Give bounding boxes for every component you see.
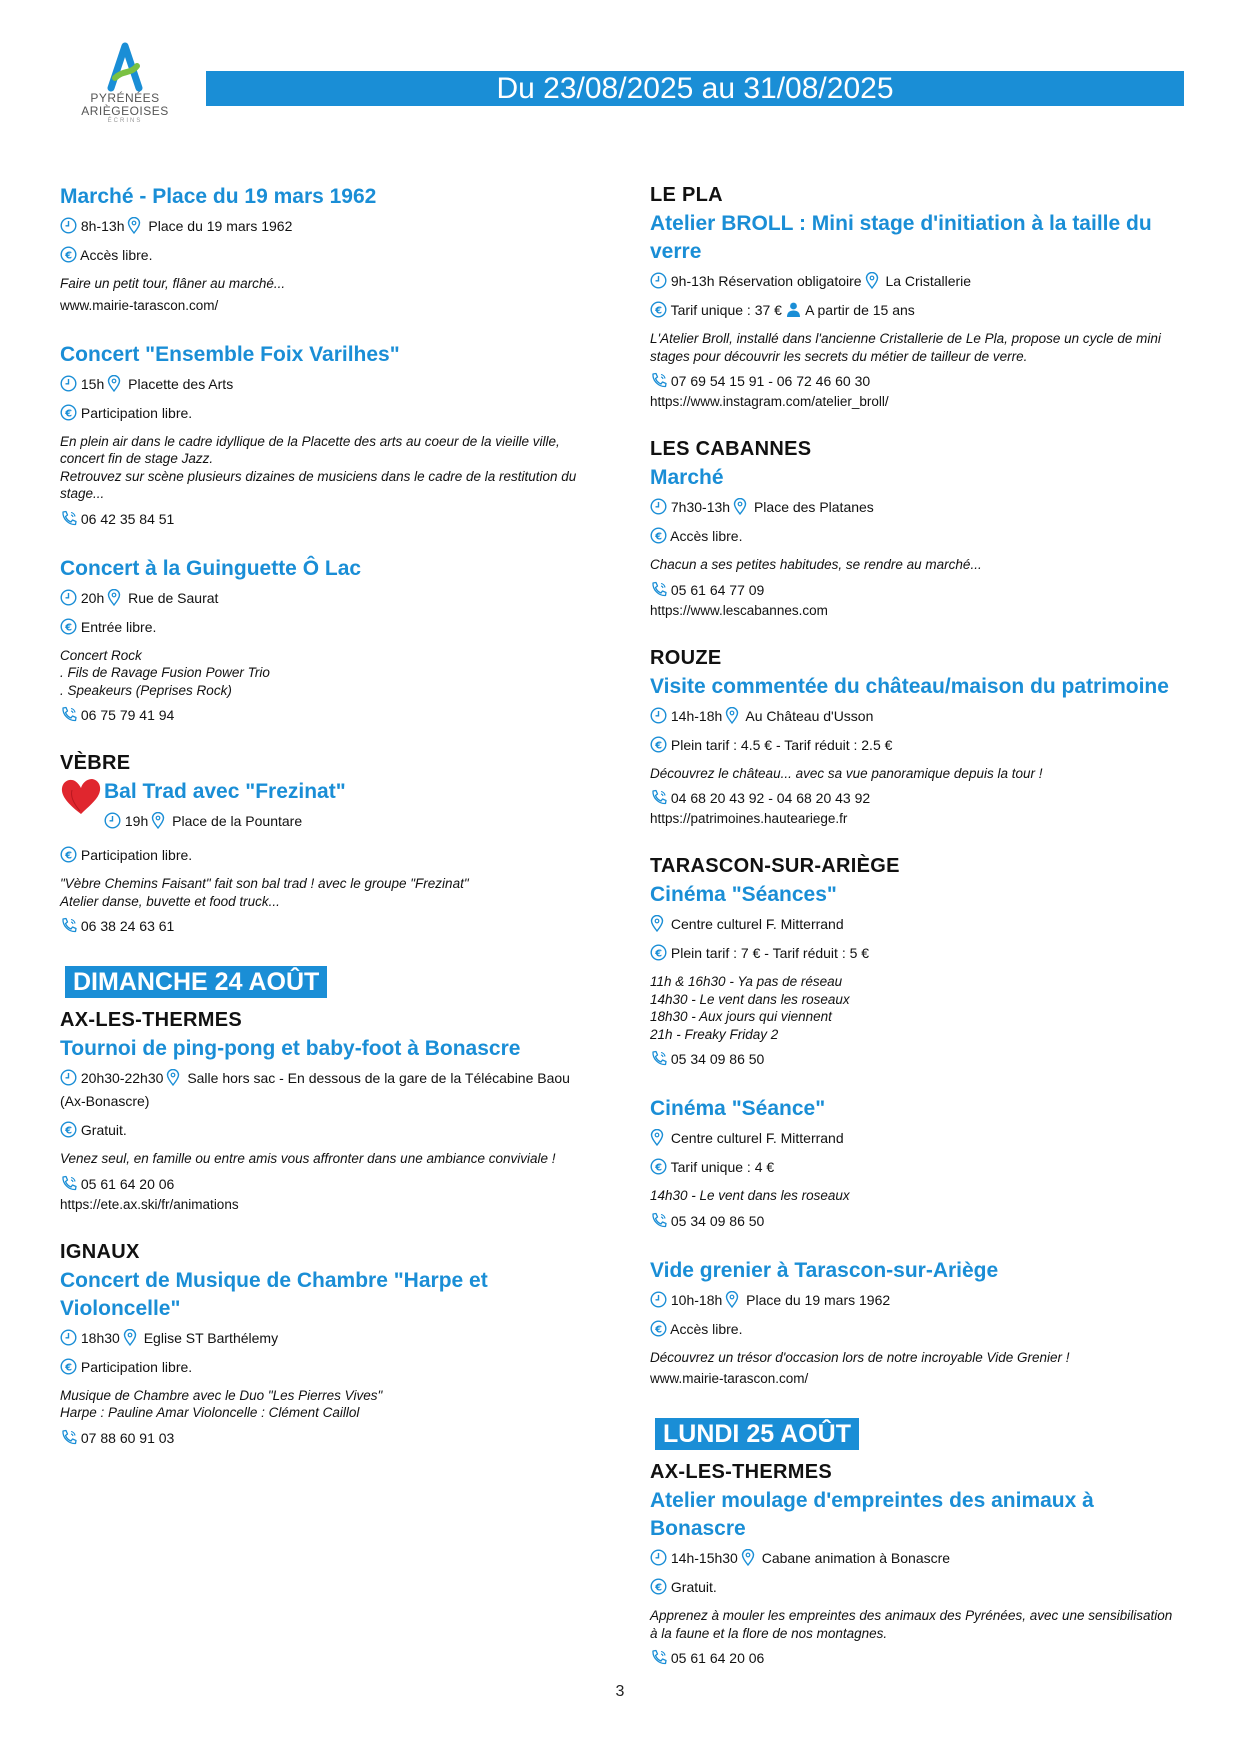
svg-text:€: €	[655, 739, 663, 751]
event-description	[650, 1349, 1185, 1367]
event-place: Place du 19 mars 1962	[148, 218, 293, 234]
event-title: Concert de Musique de Chambre "Harpe et Violoncelle"	[60, 1268, 488, 1320]
svg-text:€: €	[65, 850, 73, 862]
event-url-link[interactable]: https://patrimoines.hauteariege.fr	[650, 811, 848, 826]
event-phone[interactable]	[650, 371, 1185, 391]
event-item	[60, 1240, 595, 1448]
pin-icon	[107, 375, 124, 392]
svg-text:€: €	[655, 1582, 663, 1594]
event-time-place	[60, 374, 595, 394]
euro-icon	[60, 404, 77, 421]
event-time-place	[60, 588, 595, 608]
description-line: Concert Rock	[60, 647, 142, 663]
event-url-link[interactable]: https://www.lescabannes.com	[650, 602, 828, 618]
event-price	[60, 245, 595, 265]
event-description	[650, 973, 1185, 1043]
description-line: En plein air dans le cadre idyllique de la Placette des arts au coeur de la vieille ville,	[60, 433, 560, 449]
event-price-text: Plein tarif : 7 € - Tarif réduit : 5 €	[670, 945, 870, 961]
event-town: AX-LES-THERMES	[60, 1009, 242, 1031]
phone-icon	[650, 372, 667, 389]
svg-text:€: €	[655, 1323, 663, 1335]
event-time-place	[104, 811, 346, 831]
pin-icon	[166, 1069, 183, 1086]
event-item	[60, 555, 595, 726]
event-description	[60, 433, 595, 503]
euro-icon	[60, 1358, 77, 1375]
event-phone-number: 05 34 09 86 50	[670, 1051, 765, 1067]
event-price	[650, 735, 1185, 755]
event-phone-number: 05 61 64 77 09	[670, 581, 765, 598]
logo-line-3: ÉCRINS	[107, 118, 143, 124]
phone-icon	[650, 1050, 667, 1067]
event-phone[interactable]	[60, 705, 595, 725]
event-place: Salle hors sac - En dessous de la gare de la Télécabine Baou	[187, 1070, 570, 1086]
event-town: VÈBRE	[60, 752, 131, 774]
page-number: 3	[615, 1683, 625, 1700]
description-line: L'Atelier Broll, installé dans l'ancienne Cristallerie de Le Pla, propose un cycle de mini	[650, 331, 1161, 346]
event-title: Atelier moulage d'empreintes des animaux à Bonascre	[650, 1489, 1094, 1540]
description-line: Découvrez un trésor d'occasion lors de notre incroyable Vide Grenier !	[650, 1349, 1070, 1365]
description-line: 14h30 - Le vent dans les roseaux	[650, 1188, 850, 1203]
event-price	[60, 403, 595, 423]
svg-text:€: €	[65, 621, 73, 633]
phone-icon	[650, 1212, 667, 1229]
day-heading: DIMANCHE 24 AOÛT	[65, 966, 327, 998]
pin-icon	[650, 915, 667, 932]
event-phone[interactable]	[650, 1648, 1185, 1668]
event-town: LE PLA	[650, 184, 723, 206]
description-line: "Vèbre Chemins Faisant" fait son bal trad ! avec le groupe "Frezinat"	[60, 876, 469, 891]
event-title: Concert "Ensemble Foix Varilhes"	[60, 342, 400, 366]
event-time: 10h-18h	[670, 1291, 723, 1308]
event-price	[650, 943, 1185, 963]
event-price-text: Gratuit.	[80, 1122, 127, 1138]
event-phone[interactable]	[650, 788, 1185, 808]
description-line: 11h & 16h30 - Ya pas de réseau	[650, 974, 843, 989]
event-price-text: Plein tarif : 4.5 € - Tarif réduit : 2.5 €	[670, 736, 893, 753]
event-item	[60, 1008, 595, 1214]
event-time-place	[650, 914, 1185, 934]
description-line: Retrouvez sur scène plusieurs dizaines de musiciens dans le cadre de la restitution du	[60, 468, 577, 484]
event-title: Bal Trad avec "Frezinat"	[104, 780, 346, 803]
euro-icon	[650, 1320, 667, 1337]
event-phone[interactable]	[60, 916, 595, 936]
event-item	[60, 183, 595, 315]
event-title: Cinéma "Séances"	[650, 883, 837, 906]
description-line: Apprenez à mouler les empreintes des animaux des Pyrénées, avec une sensibilisation	[650, 1608, 1173, 1623]
euro-icon	[650, 736, 667, 753]
event-phone-number: 06 42 35 84 51	[80, 510, 175, 527]
heart-icon	[60, 778, 102, 816]
euro-icon	[60, 246, 77, 263]
description-line: Chacun a ses petites habitudes, se rendre au marché...	[650, 557, 982, 572]
event-phone-number: 05 61 64 20 06	[670, 1650, 765, 1666]
event-url-link[interactable]: www.mairie-tarascon.com/	[650, 1371, 809, 1386]
event-title: Atelier BROLL : Mini stage d'initiation à la taille du verre	[650, 212, 1152, 263]
pin-icon	[725, 707, 742, 724]
event-time: 18h30	[80, 1329, 120, 1346]
svg-text:€: €	[65, 250, 73, 262]
event-item	[60, 751, 595, 936]
clock-icon	[60, 375, 77, 392]
clock-icon	[60, 1069, 77, 1086]
clock-icon	[60, 589, 77, 606]
pin-icon	[741, 1549, 758, 1566]
event-item	[650, 854, 1185, 1069]
event-place: Centre culturel F. Mitterrand	[670, 1130, 844, 1146]
event-town: IGNAUX	[60, 1240, 140, 1263]
description-line: 14h30 - Le vent dans les roseaux	[650, 991, 850, 1007]
event-description	[650, 330, 1185, 365]
svg-text:€: €	[65, 1361, 73, 1373]
event-description	[60, 275, 595, 293]
svg-text:€: €	[65, 1125, 73, 1137]
event-item	[60, 341, 595, 529]
event-header-inner	[104, 778, 346, 840]
event-title: Visite commentée du château/maison du patrimoine	[650, 674, 1169, 698]
event-price-text: Participation libre.	[80, 1358, 193, 1375]
event-item	[650, 1460, 1185, 1668]
event-price-text: Participation libre.	[80, 847, 193, 863]
event-time-place	[650, 1128, 1185, 1148]
event-place: La Cristallerie	[885, 273, 972, 289]
phone-icon	[650, 1649, 667, 1666]
left-column	[60, 183, 595, 1474]
description-line: Faire un petit tour, flâner au marché...	[60, 276, 286, 291]
svg-text:€: €	[65, 407, 73, 419]
brand-logo	[70, 40, 180, 124]
event-time: 20h	[80, 589, 105, 606]
clock-icon	[104, 812, 121, 829]
event-description	[650, 1607, 1185, 1642]
description-line: Découvrez le château... avec sa vue panoramique depuis la tour !	[650, 765, 1043, 781]
description-line: Atelier danse, buvette et food truck...	[60, 893, 280, 909]
event-price-text: Entrée libre.	[80, 618, 157, 635]
event-url-link[interactable]: https://ete.ax.ski/fr/animations	[60, 1196, 239, 1212]
svg-text:€: €	[655, 531, 663, 543]
phone-icon	[650, 581, 667, 598]
event-header-with-heart	[60, 778, 595, 840]
event-title: Cinéma "Séance"	[650, 1097, 826, 1120]
description-line: Harpe : Pauline Amar Violoncelle : Clément Caillol	[60, 1405, 360, 1420]
pin-icon	[865, 272, 882, 289]
event-place: Place des Platanes	[753, 499, 874, 515]
person-icon	[785, 301, 802, 318]
clock-icon	[60, 217, 77, 234]
event-age: A partir de 15 ans	[805, 302, 915, 318]
event-phone[interactable]	[60, 509, 595, 529]
svg-text:€: €	[655, 948, 663, 960]
svg-text:€: €	[655, 305, 663, 317]
event-time-place	[650, 271, 1185, 291]
event-town: AX-LES-THERMES	[650, 1461, 832, 1483]
event-phone-number: 05 61 64 20 06	[80, 1175, 175, 1192]
event-price-text: Tarif unique : 4 €	[670, 1159, 775, 1175]
event-price-text: Accès libre.	[80, 247, 153, 263]
event-place: Centre culturel F. Mitterrand	[670, 916, 844, 932]
event-item	[650, 1095, 1185, 1231]
pin-icon	[127, 217, 144, 234]
event-place-continued: (Ax-Bonascre)	[60, 1093, 150, 1109]
clock-icon	[650, 1549, 667, 1566]
event-price	[650, 526, 1185, 546]
event-phone[interactable]	[650, 1211, 1185, 1231]
pin-icon	[650, 1129, 667, 1146]
event-price	[60, 1357, 595, 1377]
event-phone[interactable]	[60, 1174, 595, 1194]
clock-icon	[60, 1329, 77, 1346]
event-time: 9h-13h Réservation obligatoire	[670, 273, 862, 289]
event-item	[650, 1257, 1185, 1389]
phone-icon	[60, 706, 77, 723]
event-time-place	[60, 1068, 595, 1088]
description-line: 18h30 - Aux jours qui viennent	[650, 1009, 832, 1024]
clock-icon	[650, 272, 667, 289]
event-place: Eglise ST Barthélemy	[143, 1329, 279, 1346]
event-phone-number: 06 75 79 41 94	[80, 707, 175, 723]
pin-icon	[725, 1291, 742, 1308]
euro-icon	[650, 301, 667, 318]
event-price	[60, 845, 595, 865]
event-price	[650, 1577, 1185, 1597]
event-price	[60, 617, 595, 637]
phone-icon	[60, 1175, 77, 1192]
logo-line-2: ARIÈGEOISES	[81, 104, 169, 118]
event-place: Rue de Saurat	[128, 589, 219, 606]
euro-icon	[60, 618, 77, 635]
event-title: Vide grenier à Tarascon-sur-Ariège	[650, 1258, 999, 1282]
phone-icon	[60, 917, 77, 934]
event-phone-number: 07 88 60 91 03	[80, 1429, 175, 1446]
event-url-link[interactable]: www.mairie-tarascon.com/	[60, 297, 219, 313]
pin-icon	[123, 1329, 140, 1346]
event-time: 8h-13h	[80, 218, 125, 234]
event-time: 14h-15h30	[670, 1550, 738, 1566]
pin-icon	[151, 812, 168, 829]
euro-icon	[650, 944, 667, 961]
event-time-place	[650, 1290, 1185, 1310]
event-phone-number: 07 69 54 15 91 - 06 72 46 60 30	[670, 373, 871, 389]
description-line: . Speakeurs (Peprises Rock)	[60, 682, 232, 698]
event-town: ROUZE	[650, 646, 722, 669]
event-url-link[interactable]: https://www.instagram.com/atelier_broll/	[650, 394, 889, 409]
event-price-text: Gratuit.	[670, 1579, 717, 1595]
clock-icon	[650, 1291, 667, 1308]
event-place: Cabane animation à Bonascre	[761, 1550, 951, 1566]
event-price	[60, 1120, 595, 1140]
event-place: Au Château d'Usson	[745, 707, 874, 724]
clock-icon	[650, 498, 667, 515]
description-line: 21h - Freaky Friday 2	[650, 1026, 779, 1042]
event-time-place	[650, 497, 1185, 517]
event-title: Marché - Place du 19 mars 1962	[60, 185, 377, 208]
event-item	[650, 183, 1185, 411]
event-time: 14h-18h	[670, 707, 723, 724]
event-price	[650, 1319, 1185, 1339]
event-town: LES CABANNES	[650, 438, 812, 460]
svg-text:€: €	[655, 1162, 663, 1174]
euro-icon	[60, 1121, 77, 1138]
date-range-banner: Du 23/08/2025 au 31/08/2025	[206, 71, 1184, 106]
event-description	[60, 1387, 595, 1422]
event-item	[650, 437, 1185, 620]
day-heading: LUNDI 25 AOÛT	[655, 1418, 859, 1450]
event-time-place	[650, 706, 1185, 726]
event-description	[60, 1150, 595, 1168]
event-price-text: Accès libre.	[670, 528, 743, 544]
description-line: stages pour découvrir les secrets du métier de tailleur de verre.	[650, 348, 1028, 364]
event-price-text: Tarif unique : 37 €	[670, 302, 782, 318]
event-description	[650, 556, 1185, 574]
event-title: Concert à la Guinguette Ô Lac	[60, 556, 362, 580]
euro-icon	[650, 1578, 667, 1595]
phone-icon	[650, 789, 667, 806]
event-time: 20h30-22h30	[80, 1070, 164, 1086]
event-time: 19h	[124, 813, 149, 829]
event-price-text: Accès libre.	[670, 1320, 743, 1337]
description-line: stage...	[60, 486, 105, 501]
event-title: Tournoi de ping-pong et baby-foot à Bonascre	[60, 1037, 521, 1060]
event-title: Marché	[650, 466, 724, 489]
event-price	[650, 1157, 1185, 1177]
logo-line-1: PYRÉNÉES	[90, 91, 160, 105]
description-line: à la faune et la flore de nos montagnes.	[650, 1625, 888, 1641]
phone-icon	[60, 1429, 77, 1446]
clock-icon	[650, 707, 667, 724]
event-phone[interactable]	[60, 1428, 595, 1448]
description-line: Musique de Chambre avec le Duo "Les Pierres Vives"	[60, 1387, 383, 1403]
event-town: TARASCON-SUR-ARIÈGE	[650, 855, 900, 877]
event-place: Place de la Pountare	[172, 813, 303, 829]
event-place: Placette des Arts	[128, 375, 234, 392]
event-time-place	[60, 216, 595, 236]
event-price	[650, 300, 1185, 320]
event-description	[650, 1187, 1185, 1205]
right-column	[650, 183, 1185, 1694]
event-phone-number: 04 68 20 43 92 - 04 68 20 43 92	[670, 790, 871, 806]
event-time-place	[60, 1328, 595, 1348]
event-price-text: Participation libre.	[80, 404, 193, 421]
euro-icon	[650, 527, 667, 544]
pin-icon	[733, 498, 750, 515]
pin-icon	[107, 589, 124, 606]
event-time: 15h	[80, 375, 105, 392]
event-phone[interactable]	[650, 580, 1185, 600]
event-phone[interactable]	[650, 1049, 1185, 1069]
event-phone-number: 05 34 09 86 50	[670, 1212, 765, 1229]
event-description	[650, 765, 1185, 783]
description-line: concert fin de stage Jazz.	[60, 451, 214, 466]
euro-icon	[60, 846, 77, 863]
event-description	[60, 875, 595, 910]
phone-icon	[60, 510, 77, 527]
description-line: . Fils de Ravage Fusion Power Trio	[60, 665, 270, 680]
event-place: Place du 19 mars 1962	[746, 1291, 891, 1308]
description-line: Venez seul, en famille ou entre amis vous affronter dans une ambiance conviviale !	[60, 1151, 556, 1166]
logo-mark-icon	[103, 40, 147, 92]
event-phone-number: 06 38 24 63 61	[80, 918, 175, 934]
event-time-place	[650, 1548, 1185, 1568]
event-description	[60, 647, 595, 700]
event-item	[650, 646, 1185, 829]
euro-icon	[650, 1158, 667, 1175]
event-time: 7h30-13h	[670, 499, 731, 515]
